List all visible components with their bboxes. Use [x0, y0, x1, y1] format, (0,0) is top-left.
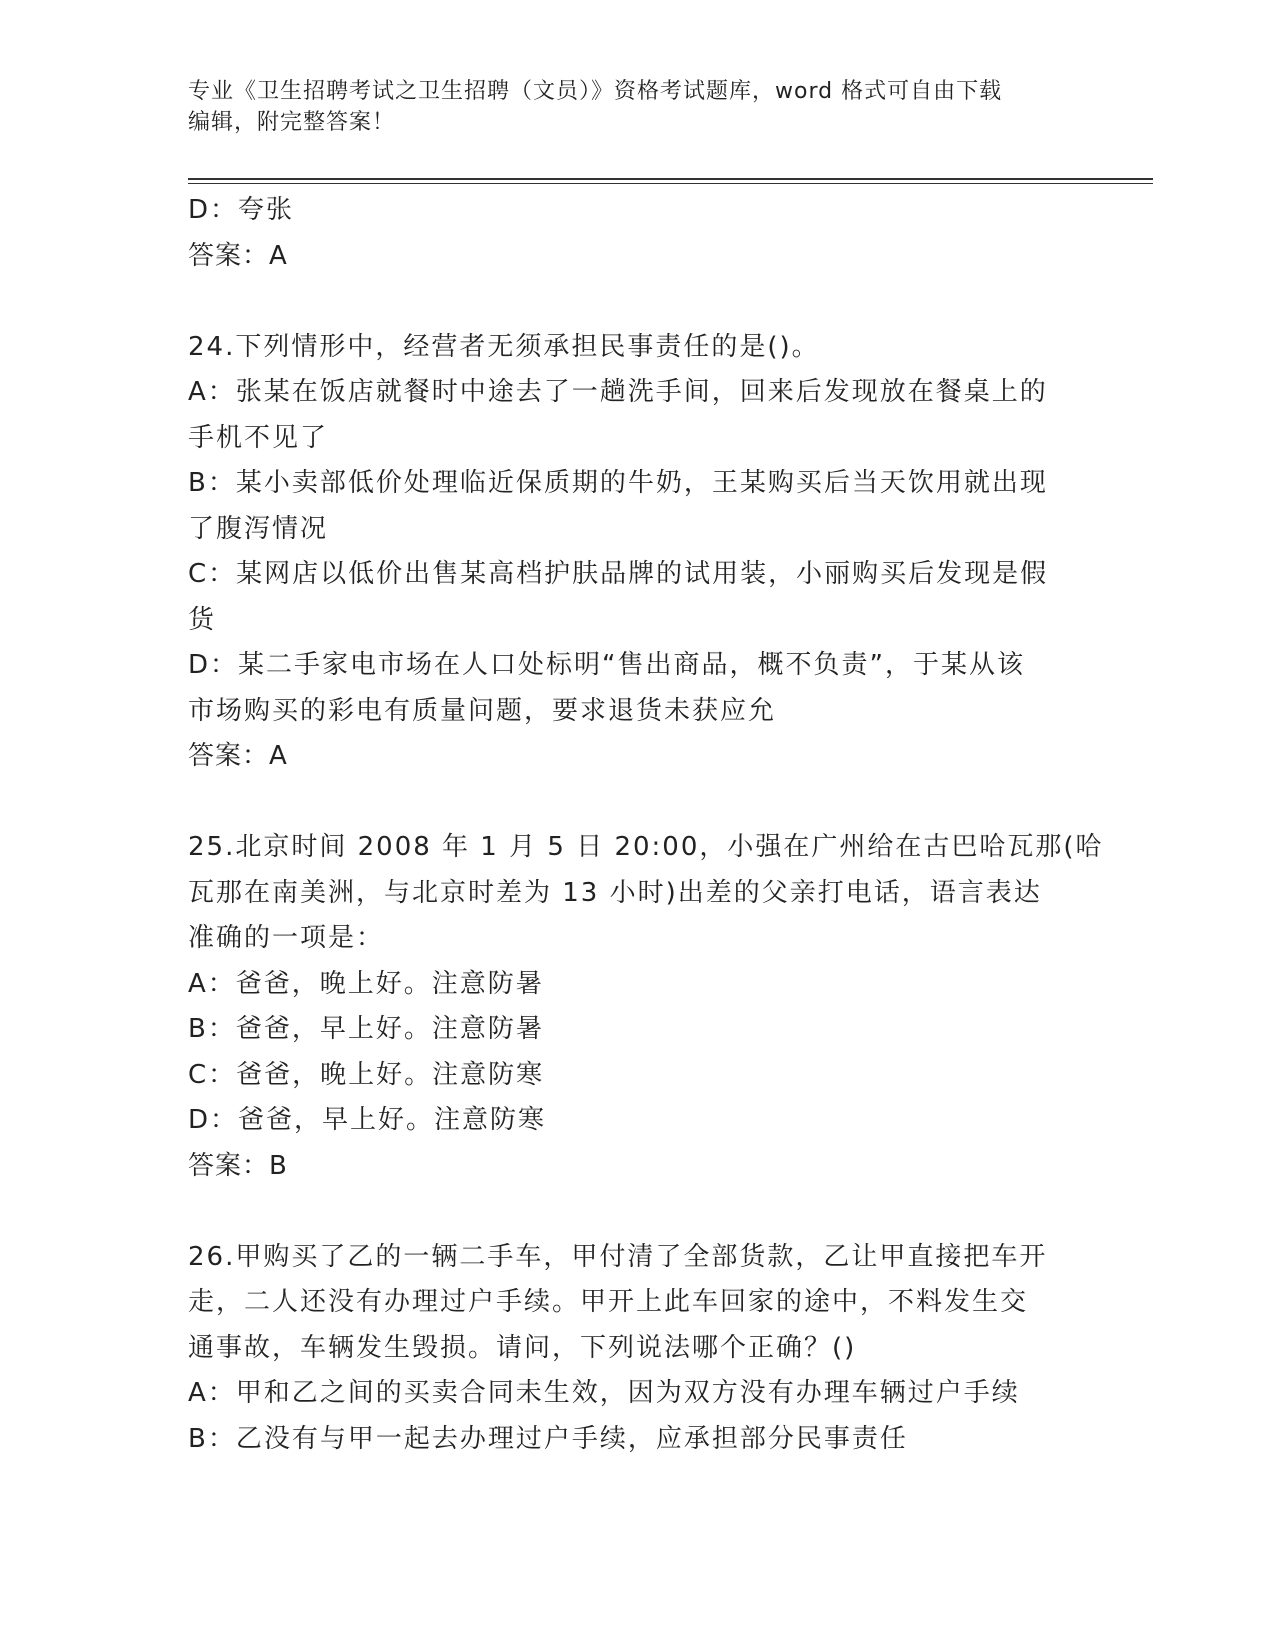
- q26-option-a: A：甲和乙之间的买卖合同未生效，因为双方没有办理车辆过户手续: [188, 1378, 1020, 1408]
- q24-option-c-line2: 货: [188, 604, 217, 635]
- q25-option-d: D：爸爸，早上好。注意防寒: [188, 1105, 547, 1135]
- q24-stem: 24.下列情形中，经营者无须承担民事责任的是()。: [188, 331, 820, 362]
- q26-stem-line1: 26.甲购买了乙的一辆二手车，甲付清了全部货款，乙让甲直接把车开: [188, 1241, 1048, 1272]
- prev-option-d: D：夸张: [188, 195, 295, 225]
- q24-option-d-line1: D：某二手家电市场在人口处标明“售出商品，概不负责”，于某从该: [188, 650, 1025, 680]
- q25-option-a: A：爸爸，晚上好。注意防暑: [188, 968, 544, 999]
- q26-stem-line3: 通事故，车辆发生毁损。请问，下列说法哪个正确？(): [188, 1332, 857, 1363]
- header-rule-thin: [188, 183, 1153, 184]
- q26-option-b: B：乙没有与甲一起去办理过户手续，应承担部分民事责任: [188, 1423, 908, 1454]
- question-content: [188, 188, 1104, 1462]
- spacer: [188, 1189, 1088, 1235]
- prev-answer: 答案：A: [188, 240, 288, 271]
- q24-option-c-line1: C：某网店以低价出售某高档护肤品牌的试用装，小丽购买后发现是假: [188, 559, 1049, 589]
- q26-stem-line2: 走，二人还没有办理过户手续。甲开上此车回家的途中，不料发生交: [188, 1287, 1029, 1317]
- spacer: [188, 279, 1088, 325]
- q25-stem-line1: 25.北京时间 2008 年 1 月 5 日 20:00，小强在广州给在古巴哈瓦那(哈: [188, 832, 1104, 862]
- header-line-1: 专业《卫生招聘考试之卫生招聘（文员）》资格考试题库，word 格式可自由下载: [188, 79, 1003, 104]
- q25-answer: 答案：B: [188, 1150, 288, 1181]
- spacer: [188, 780, 1088, 826]
- q25-stem-line2: 瓦那在南美洲，与北京时差为 13 小时)出差的父亲打电话，语言表达: [188, 877, 1042, 908]
- q24-option-b-line1: B：某小卖部低价处理临近保质期的牛奶，王某购买后当天饮用就出现: [188, 468, 1048, 498]
- q24-option-b-line2: 了腹泻情况: [188, 513, 329, 544]
- question-24: [188, 325, 1088, 780]
- q25-option-c: C：爸爸，晚上好。注意防寒: [188, 1059, 545, 1090]
- q25-stem-line3: 准确的一项是：: [188, 923, 385, 953]
- header-rule-thick: [188, 178, 1153, 180]
- q24-option-d-line2: 市场购买的彩电有质量问题，要求退货未获应允: [188, 695, 777, 726]
- question-25: [188, 825, 1104, 1189]
- page-header: [188, 76, 1068, 138]
- q24-option-a-line2: 手机不见了: [188, 422, 329, 453]
- q25-option-b: B：爸爸，早上好。注意防暑: [188, 1014, 544, 1044]
- question-26: [188, 1235, 1088, 1463]
- q24-answer: 答案：A: [188, 741, 288, 771]
- header-line-2: 编辑，附完整答案！: [188, 110, 396, 135]
- q24-option-a-line1: A：张某在饭店就餐时中途去了一趟洗手间，回来后发现放在餐桌上的: [188, 377, 1048, 407]
